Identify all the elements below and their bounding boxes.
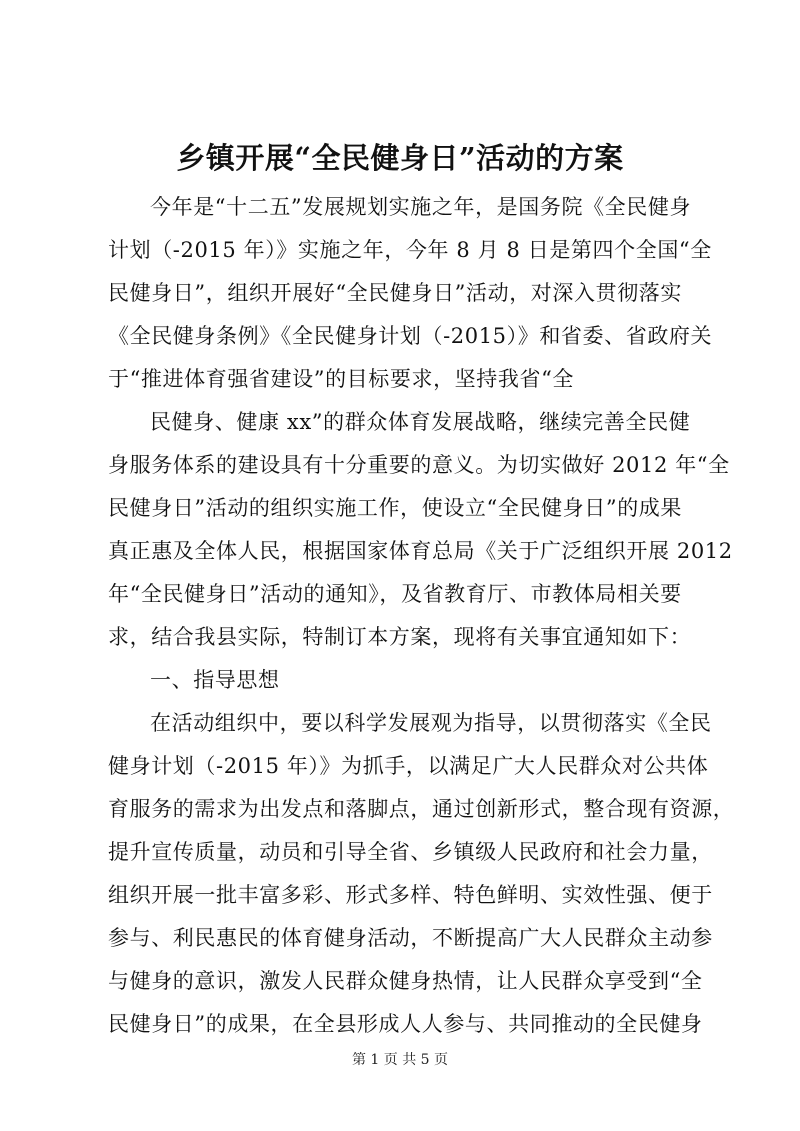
paragraph-line: 民健身日”，组织开展好“全民健身日”活动，对深入贯彻落实 (108, 281, 683, 305)
paragraph-line: 与健身的意识，激发人民群众健身热情，让人民群众享受到“全 (108, 969, 703, 993)
section-heading: 一、指导思想 (150, 668, 280, 692)
paragraph-line: 组织开展一批丰富多彩、形式多样、特色鲜明、实效性强、便于 (108, 883, 713, 907)
paragraph-line: 民健身日”的成果，在全县形成人人参与、共同推动的全民健身 (108, 1012, 703, 1036)
paragraph-line: 民健身日”活动的组织实施工作，使设立“全民健身日”的成果 (108, 496, 683, 520)
paragraph-line: 于“推进体育强省建设”的目标要求，坚持我省“全 (108, 367, 575, 391)
page-number: 第 1 页 共 5 页 (351, 1052, 449, 1068)
paragraph-line: 在活动组织中，要以科学发展观为指导，以贯彻落实《全民 (150, 711, 712, 735)
paragraph-line: 参与、利民惠民的体育健身活动，不断提高广大人民群众主动参 (108, 926, 713, 950)
paragraph-line: 《全民健身条例》《全民健身计划（-2015）》和省委、省政府关 (108, 324, 713, 348)
paragraph-line: 年“全民健身日”活动的通知》，及省教育厅、市教体局相关要 (108, 582, 682, 606)
paragraph-line: 健身计划（-2015 年）》为抓手，以满足广大人民群众对公共体 (108, 754, 709, 778)
paragraph-line: 身服务体系的建设具有十分重要的意义。为切实做好 2012 年“全 (108, 453, 730, 477)
paragraph-line: 求，结合我县实际，特制订本方案，现将有关事宜通知如下： (108, 625, 692, 649)
paragraph-line: 育服务的需求为出发点和落脚点，通过创新形式，整合现有资源， (108, 797, 735, 821)
paragraph-line: 今年是“十二五”发展规划实施之年，是国务院《全民健身 (150, 195, 692, 219)
document-title: 乡镇开展“全民健身日”活动的方案 (176, 141, 624, 175)
paragraph-line: 提升宣传质量，动员和引导全省、乡镇级人民政府和社会力量， (108, 840, 713, 864)
paragraph-line: 民健身、健康 xx”的群众体育发展战略，继续完善全民健 (150, 410, 691, 434)
paragraph-line: 真正惠及全体人民，根据国家体育总局《关于广泛组织开展 2012 (108, 539, 733, 563)
paragraph-line: 计划（-2015 年）》实施之年，今年 8 月 8 日是第四个全国“全 (108, 238, 712, 262)
document-body (108, 186, 735, 1046)
